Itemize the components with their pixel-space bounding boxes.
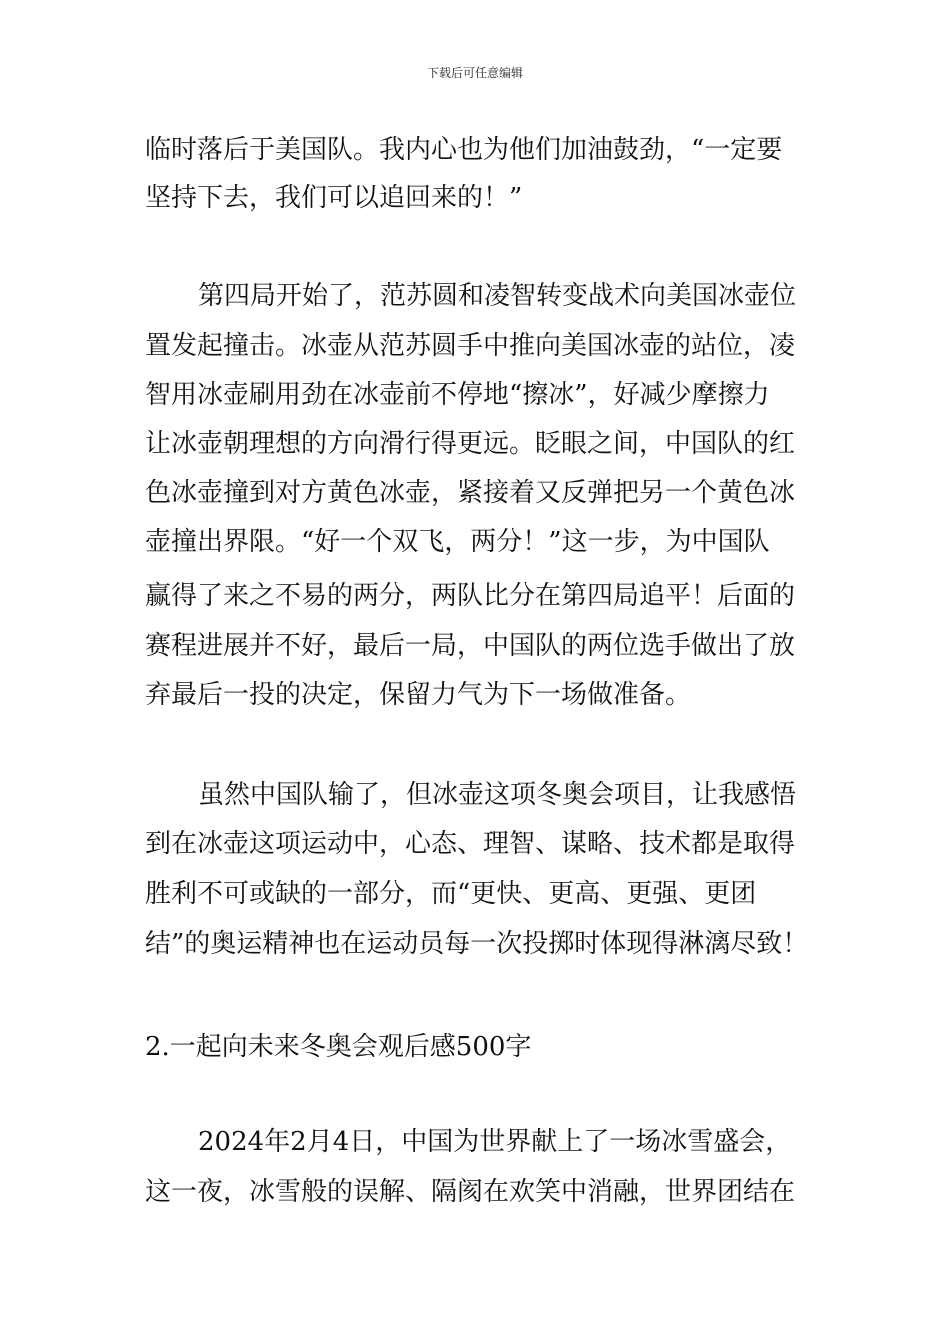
text-line: 2024年2月4日，中国为世界献上了一场冰雪盛会， xyxy=(198,1127,792,1157)
text-line: 让冰壶朝理想的方向滑行得更远。眨眼之间，中国队的红 xyxy=(145,429,796,459)
text-line: 结”的奥运精神也在运动员每一次投掷时体现得淋漓尽致！ xyxy=(145,929,809,959)
section-title: 2.一起向未来冬奥会观后感500字 xyxy=(145,1032,532,1062)
text-line: 弃最后一投的决定，保留力气为下一场做准备。 xyxy=(145,680,692,710)
text-line: 胜利不可或缺的一部分，而“更快、更高、更强、更团 xyxy=(145,879,757,909)
text-line: 置发起撞击。冰壶从范苏圆手中推向美国冰壶的站位，凌 xyxy=(145,331,796,361)
text-line: 这一夜，冰雪般的误解、隔阂在欢笑中消融，世界团结在 xyxy=(145,1177,796,1207)
page-header: 下载后可任意编辑 xyxy=(426,66,523,80)
text-line: 坚持下去，我们可以追回来的！” xyxy=(145,183,523,213)
text-line: 壶撞出界限。“好一个双飞，两分！”这一步，为中国队 xyxy=(145,527,770,557)
text-line: 赛程进展并不好，最后一局，中国队的两位选手做出了放 xyxy=(145,631,796,661)
text-line: 智用冰壶刷用劲在冰壶前不停地“擦冰”，好减少摩擦力 xyxy=(145,380,770,410)
text-line: 临时落后于美国队。我内心也为他们加油鼓劲，“一定要 xyxy=(145,135,783,165)
text-line: 色冰壶撞到对方黄色冰壶，紧接着又反弹把另一个黄色冰 xyxy=(145,478,796,508)
text-line: 到在冰壶这项运动中，心态、理智、谋略、技术都是取得 xyxy=(145,829,796,859)
text-line: 虽然中国队输了，但冰壶这项冬奥会项目，让我感悟 xyxy=(198,780,797,810)
text-line: 第四局开始了，范苏圆和凌智转变战术向美国冰壶位 xyxy=(198,281,797,311)
text-line: 赢得了来之不易的两分，两队比分在第四局追平！后面的 xyxy=(145,581,796,611)
